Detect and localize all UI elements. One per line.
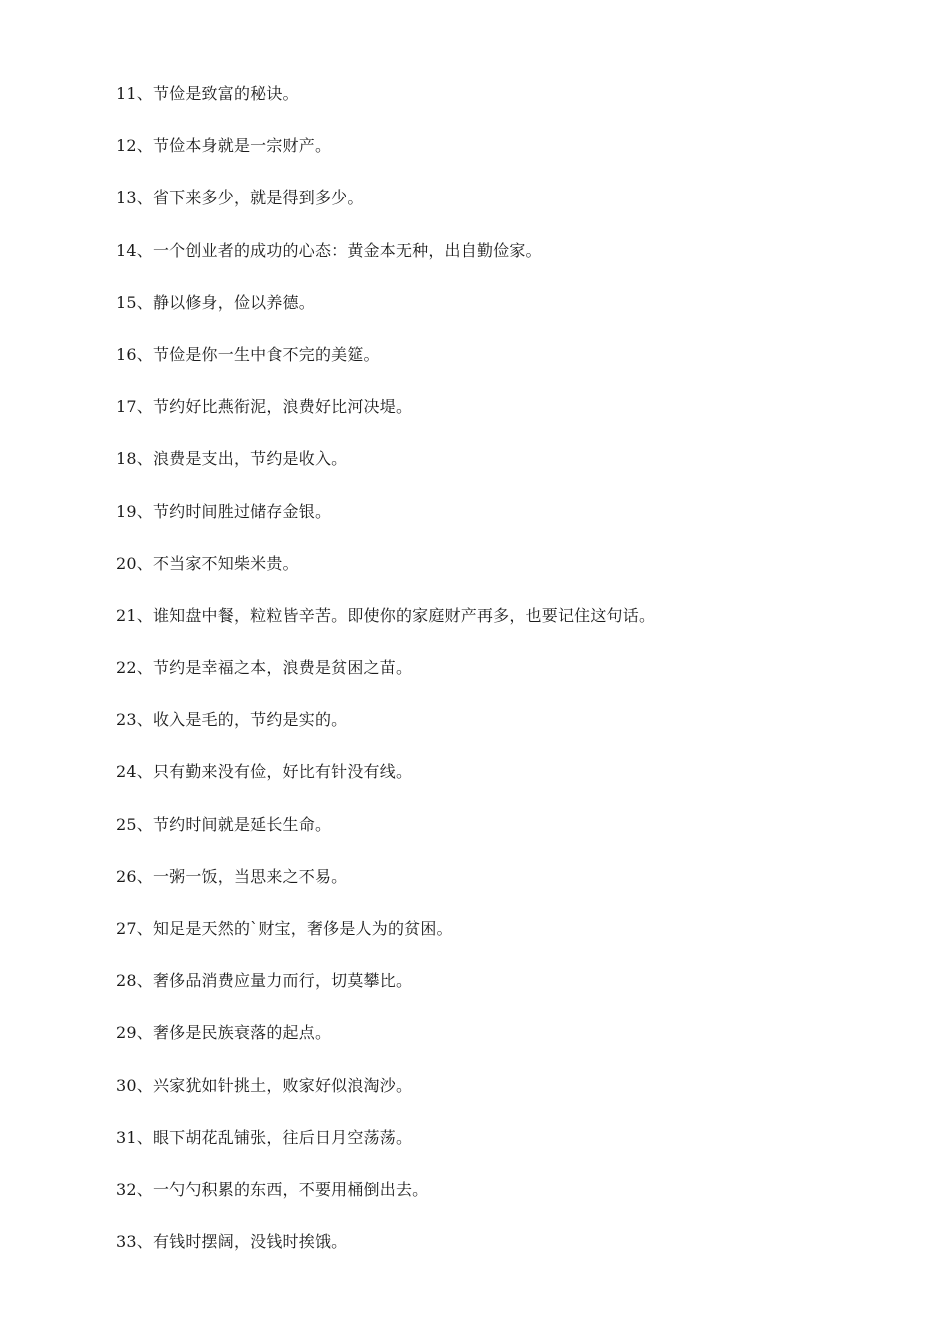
list-item: 19、节约时间胜过储存金银。	[116, 501, 332, 521]
list-item: 29、奢侈是民族衰落的起点。	[116, 1023, 332, 1043]
list-item: 15、静以修身，俭以养德。	[116, 292, 315, 312]
list-item: 32、一勺勺积累的东西，不要用桶倒出去。	[116, 1179, 429, 1199]
list-item: 11、节俭是致富的秘诀。	[116, 84, 299, 103]
quote-list	[116, 81, 655, 1281]
list-item: 13、省下来多少，就是得到多少。	[116, 188, 364, 208]
list-item: 24、只有勤来没有俭，好比有针没有线。	[116, 762, 413, 782]
list-item: 27、知足是天然的`财宝，奢侈是人为的贫困。	[116, 919, 453, 938]
list-item: 14、一个创业者的成功的心态：黄金本无种，出自勤俭家。	[116, 240, 542, 260]
list-item: 18、浪费是支出，节约是收入。	[116, 449, 348, 469]
list-item: 17、节约好比燕衔泥，浪费好比河决堤。	[116, 397, 413, 417]
list-item: 22、节约是幸福之本，浪费是贫困之苗。	[116, 658, 413, 678]
list-item: 30、兴家犹如针挑土，败家好似浪淘沙。	[116, 1075, 413, 1095]
list-item: 31、眼下胡花乱铺张，往后日月空荡荡。	[116, 1127, 413, 1147]
list-item: 26、一粥一饭，当思来之不易。	[116, 866, 348, 886]
list-item: 33、有钱时摆阔，没钱时挨饿。	[116, 1232, 348, 1252]
list-item: 20、不当家不知柴米贵。	[116, 553, 299, 573]
list-item: 23、收入是毛的，节约是实的。	[116, 710, 348, 730]
list-item: 21、谁知盘中餐，粒粒皆辛苦。即使你的家庭财产再多，也要记住这句话。	[116, 605, 656, 625]
list-item: 28、奢侈品消费应量力而行，切莫攀比。	[116, 971, 413, 991]
list-item: 25、节约时间就是延长生命。	[116, 814, 332, 834]
list-item: 16、节俭是你一生中食不完的美筵。	[116, 344, 380, 364]
list-item: 12、节俭本身就是一宗财产。	[116, 136, 332, 156]
